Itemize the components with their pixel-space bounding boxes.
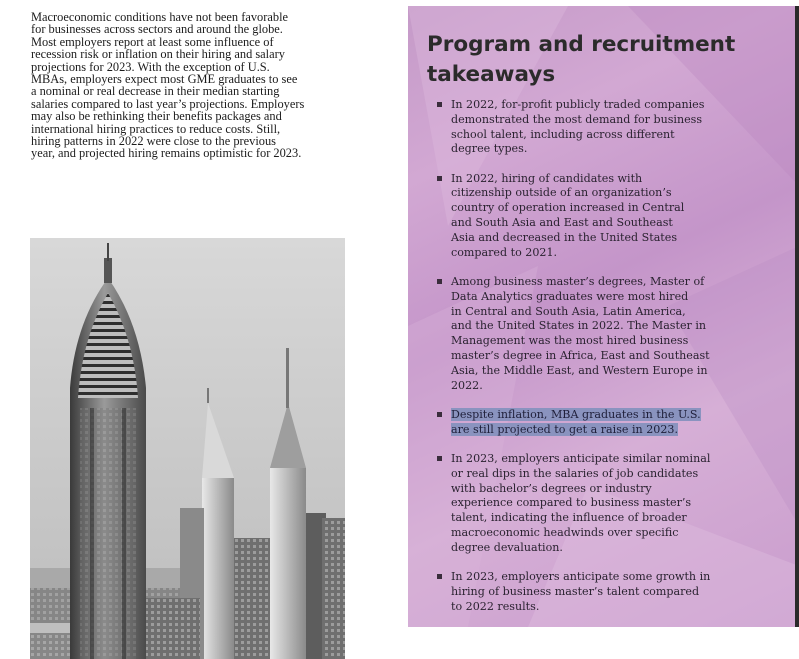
intro-line: a nominal or real decrease in their median starting bbox=[31, 84, 280, 99]
takeaways-panel bbox=[408, 6, 799, 627]
intro-line: MBAs, employers expect most GME graduates to see bbox=[31, 72, 298, 87]
takeaway-line: school talent, including across different bbox=[451, 127, 675, 141]
intro-line: Most employers report at least some influence of bbox=[31, 34, 274, 49]
takeaway-line bbox=[451, 408, 727, 423]
takeaway-item bbox=[437, 172, 727, 261]
intro-line: year, and projected hiring remains optimistic for 2023. bbox=[31, 146, 302, 161]
bullet-square-icon bbox=[437, 456, 442, 461]
takeaway-line: degree devaluation. bbox=[451, 540, 563, 554]
takeaway-line: 2022. bbox=[451, 378, 483, 392]
takeaway-line: Asia and decreased in the United States bbox=[451, 230, 678, 244]
takeaway-item bbox=[437, 452, 727, 556]
takeaway-item bbox=[437, 275, 727, 393]
intro-line: recession risk or inflation on their hiring and salary bbox=[31, 47, 285, 62]
takeaway-line: experience compared to business master’s bbox=[451, 496, 692, 510]
highlighted-text[interactable]: Despite inflation, MBA graduates in the U.S. bbox=[451, 407, 701, 421]
takeaway-line: citizenship outside of an organization’s bbox=[451, 186, 672, 200]
takeaway-line: degree types. bbox=[451, 142, 528, 156]
takeaway-line: in Central and South Asia, Latin America, bbox=[451, 304, 686, 318]
page-edge-divider bbox=[795, 6, 799, 627]
takeaway-line: to 2022 results. bbox=[451, 599, 540, 613]
takeaway-line: In 2023, employers anticipate some growth in bbox=[451, 570, 711, 584]
takeaway-line: or real dips in the salaries of job candidates bbox=[451, 466, 699, 480]
takeaway-line: Data Analytics graduates were most hired bbox=[451, 289, 689, 303]
takeaway-line: In 2023, employers anticipate similar nominal bbox=[451, 451, 711, 465]
takeaway-line: Asia, the Middle East, and Western Europe in bbox=[451, 363, 708, 377]
takeaway-line: and the United States in 2022. The Master in bbox=[451, 319, 707, 333]
intro-line: hiring patterns in 2022 were close to the previous bbox=[31, 134, 276, 149]
takeaway-line bbox=[451, 423, 727, 438]
intro-line: international hiring practices to reduce costs. Still, bbox=[31, 121, 281, 136]
bullet-square-icon bbox=[437, 279, 442, 284]
takeaway-line: In 2022, for-profit publicly traded companies bbox=[451, 98, 705, 111]
intro-line: Macroeconomic conditions have not been favorable bbox=[31, 10, 289, 24]
takeaway-line: Among business master’s degrees, Master of bbox=[451, 274, 705, 288]
takeaway-line: compared to 2021. bbox=[451, 245, 558, 259]
takeaway-item bbox=[437, 408, 727, 438]
takeaway-line: and South Asia and East and Southeast bbox=[451, 216, 673, 230]
takeaway-line: macroeconomic headwinds over specific bbox=[451, 525, 679, 539]
bullet-square-icon bbox=[437, 102, 442, 107]
panel-title: Program and recruitment takeaways bbox=[427, 32, 736, 87]
intro-line: projections for 2023. With the exception of U.S. bbox=[31, 59, 270, 74]
takeaway-line: In 2022, hiring of candidates with bbox=[451, 171, 643, 185]
bullet-square-icon bbox=[437, 412, 442, 417]
takeaway-item bbox=[437, 570, 727, 614]
takeaway-line: with bachelor’s degrees or industry bbox=[451, 481, 652, 495]
takeaway-line: master’s degree in Africa, East and Southeast bbox=[451, 348, 710, 362]
takeaway-line: country of operation increased in Central bbox=[451, 201, 685, 215]
takeaway-line: talent, indicating the influence of broader bbox=[451, 511, 687, 525]
intro-line: for businesses across sectors and around the globe. bbox=[31, 22, 283, 37]
intro-line: may also be rethinking their benefits packages and bbox=[31, 109, 282, 124]
bullet-square-icon bbox=[437, 574, 442, 579]
takeaways-list bbox=[437, 98, 727, 627]
intro-paragraph bbox=[31, 11, 349, 160]
bullet-square-icon bbox=[437, 176, 442, 181]
takeaway-line: hiring of business master’s talent compared bbox=[451, 584, 700, 598]
takeaway-item bbox=[437, 98, 727, 157]
takeaway-line: demonstrated the most demand for business bbox=[451, 112, 703, 126]
takeaway-line: Management was the most hired business bbox=[451, 334, 689, 348]
skyline-photo bbox=[30, 238, 345, 659]
highlighted-text[interactable]: are still projected to get a raise in 2023. bbox=[451, 422, 678, 436]
intro-line: salaries compared to last year’s projections. Employers bbox=[31, 96, 305, 111]
